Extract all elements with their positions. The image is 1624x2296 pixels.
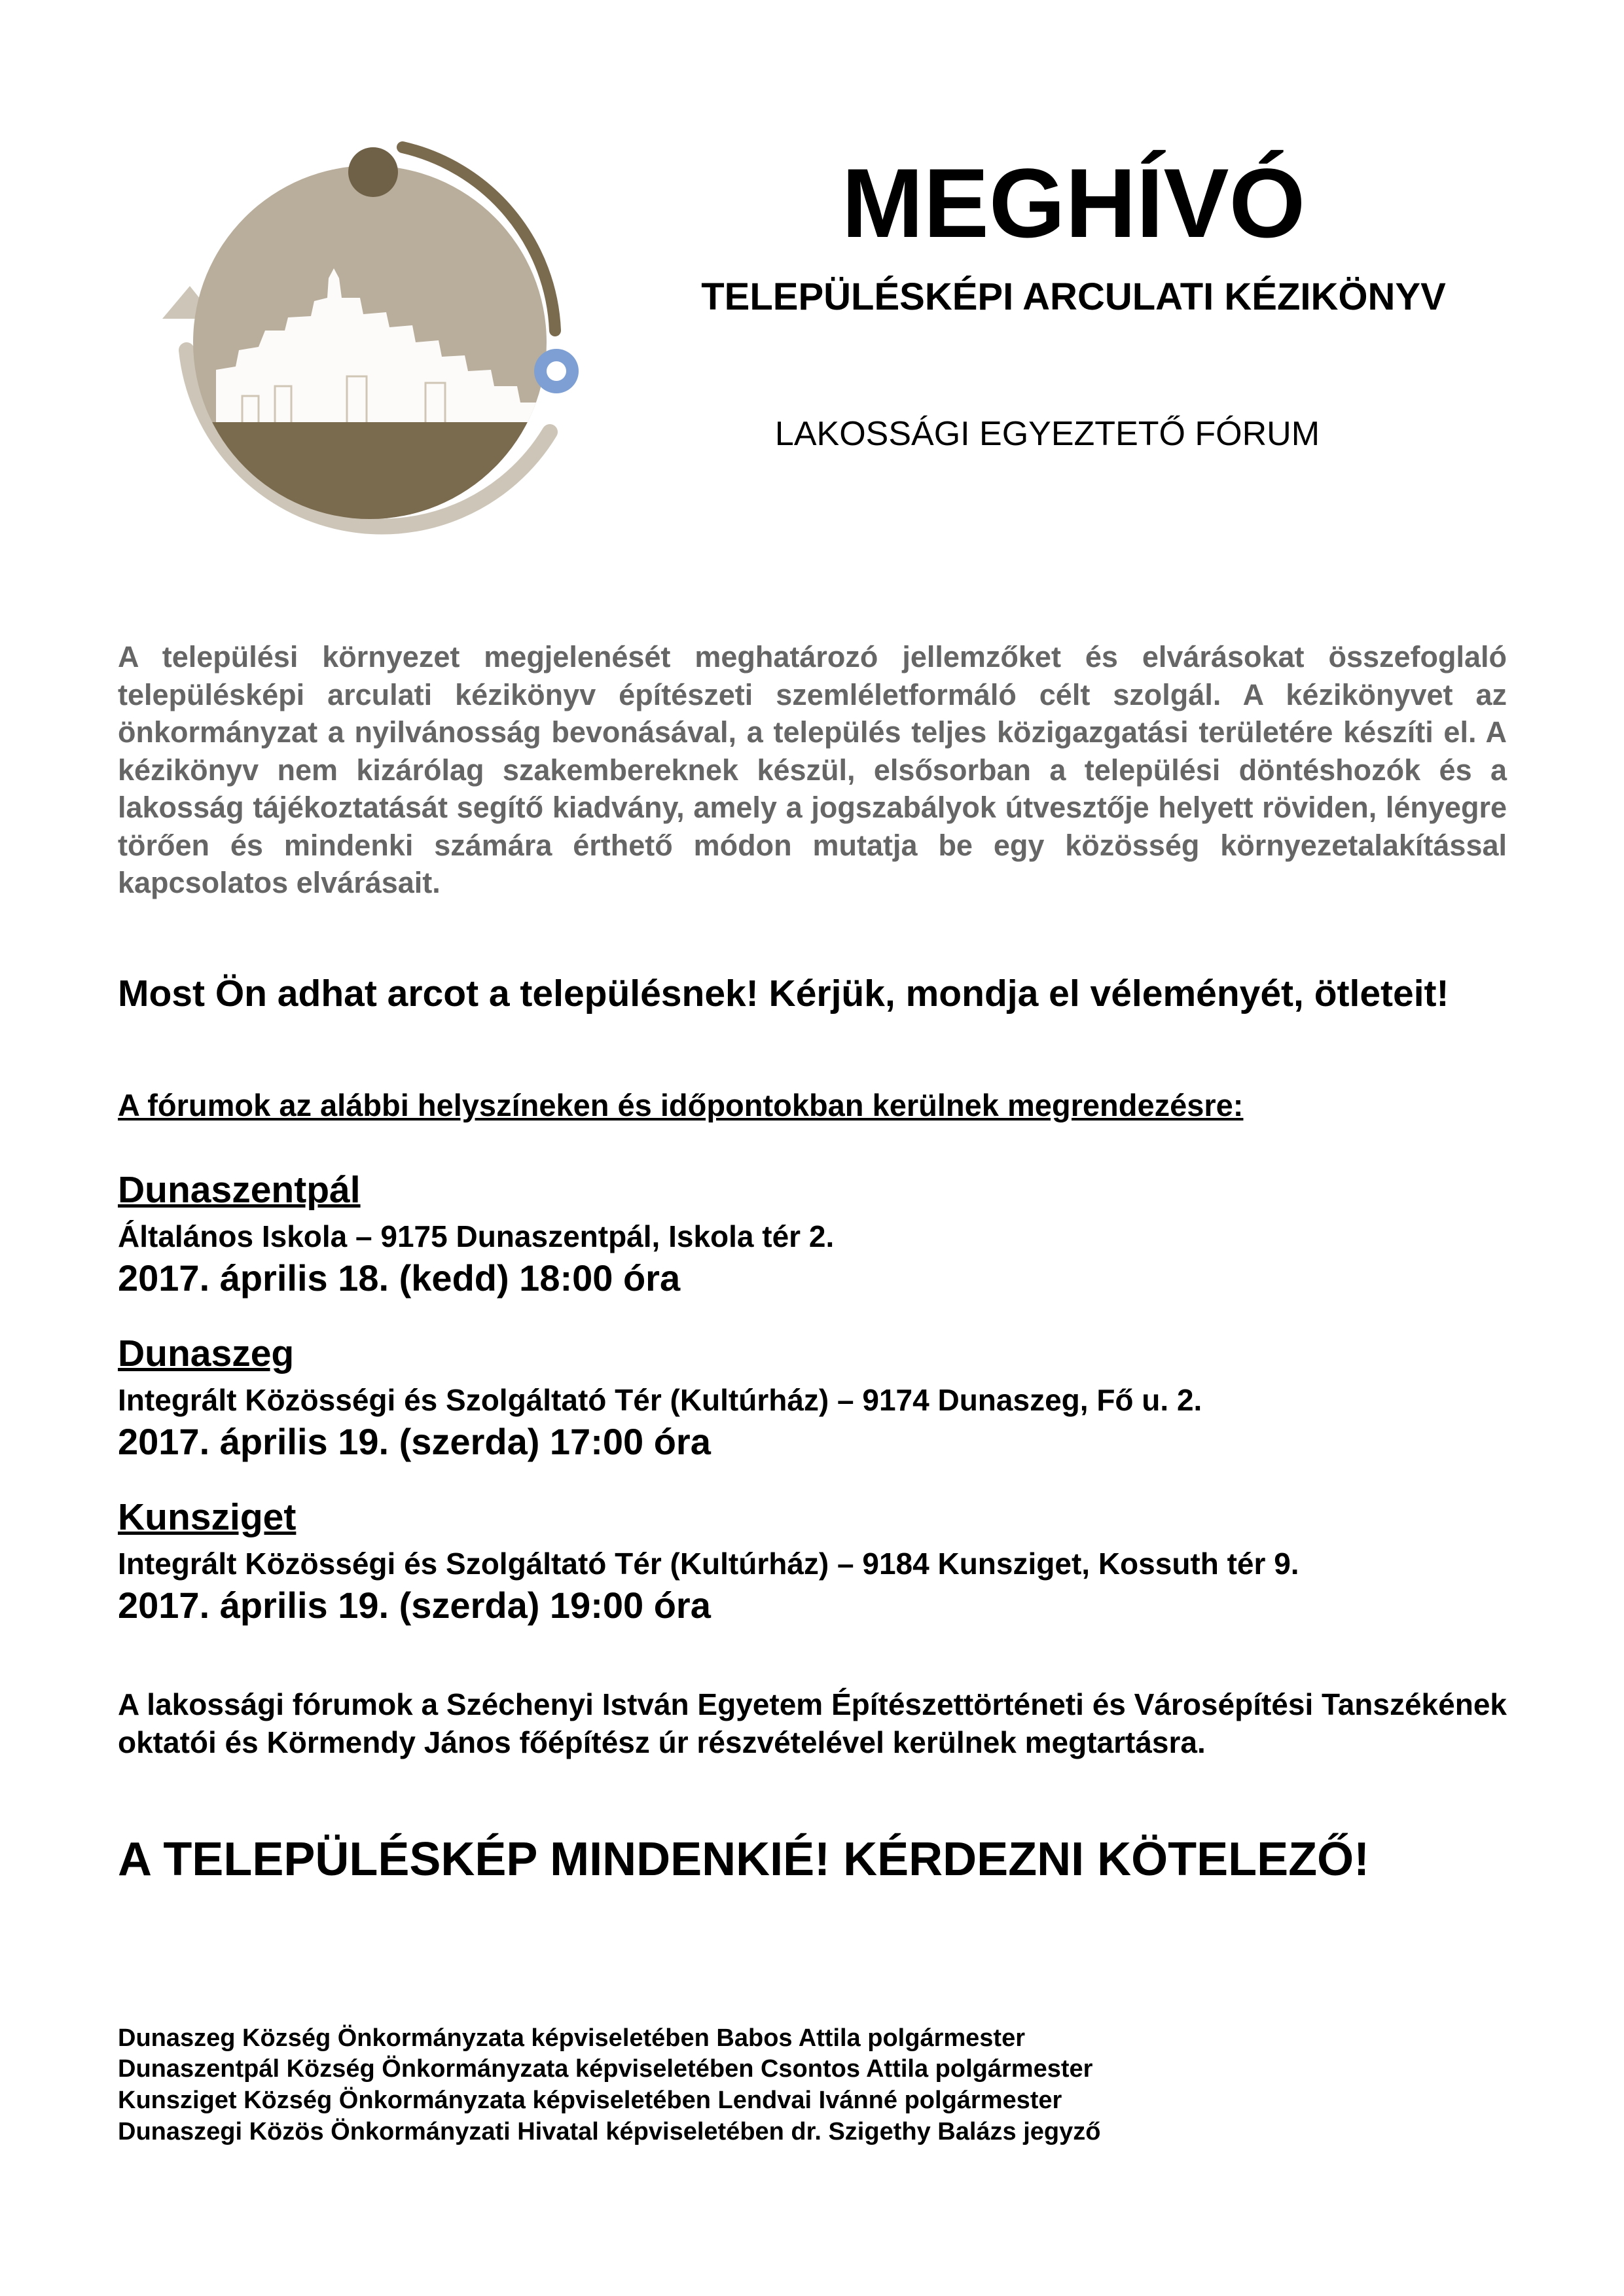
venue-datetime: 2017. április 19. (szerda) 17:00 óra — [118, 1421, 711, 1462]
venue-name: Kunsziget — [118, 1496, 297, 1538]
venue-address: Integrált Közösségi és Szolgáltató Tér (Kultúrház) – 9184 Kunsziget, Kossuth tér 9. — [118, 1547, 1299, 1581]
venue-name: Dunaszeg — [118, 1333, 295, 1374]
settlement-logo — [151, 134, 583, 547]
subtitle-block — [589, 278, 1558, 316]
intro-paragraph: A települési környezet megjelenését meghatározó jellemzőket és elvárásokat összefoglaló településképi arculati kézikönyv építészeti szemléletformáló célt szolgál. A kézikönyvet az önkormányzat a nyilvánosság bevonásával, a település teljes közigazgatási területére készíti el. A kézikönyv nem kizárólag szakembereknek készül, elsősorban a települési döntéshozók és a lakosság tájékoztatását segítő kiadvány, amely a jogszabályok útvesztője helyett röviden, lényegre törően és mindenki számára érthető módon mutatja be egy közösség környezetalakítással kapcsolatos elvárásait. — [118, 640, 1507, 899]
signatory: Dunaszentpál Község Önkormányzata képviseletében Csontos Attila polgármester — [118, 2055, 1093, 2083]
venue-address: Általános Iskola – 9175 Dunaszentpál, Iskola tér 2. — [118, 1219, 835, 1253]
page-subtitle: TELEPÜLÉSKÉPI ARCULATI KÉZIKÖNYV — [701, 276, 1446, 318]
venue-name: Dunaszentpál — [118, 1169, 361, 1211]
signatory: Dunaszegi Közös Önkormányzati Hivatal képviseletében dr. Szigethy Balázs jegyző — [118, 2118, 1101, 2145]
signatory: Kunsziget Község Önkormányzata képviseletében Lendvai Ivánné polgármester — [118, 2087, 1062, 2114]
page-title: MEGHÍVÓ — [841, 148, 1306, 258]
forum-label: LAKOSSÁGI EGYEZTETŐ FÓRUM — [774, 415, 1320, 453]
signatory: Dunaszeg Község Önkormányzata képviseletében Babos Attila polgármester — [118, 2024, 1025, 2052]
venue-datetime: 2017. április 18. (kedd) 18:00 óra — [118, 1257, 681, 1299]
organizers-note: A lakossági fórumok a Széchenyi István Egyetem Építészettörténeti és Városépítési Tanszékének oktatói és Körmendy János főépítész úr részvételével kerülnek megtartásra. — [118, 1687, 1507, 1759]
slogan: A TELEPÜLÉSKÉP MINDENKIÉ! KÉRDEZNI KÖTELEZŐ! — [118, 1833, 1370, 1886]
title-block — [746, 148, 1401, 258]
venue-address: Integrált Közösségi és Szolgáltató Tér (Kultúrház) – 9174 Dunaszeg, Fő u. 2. — [118, 1383, 1202, 1417]
venue-datetime: 2017. április 19. (szerda) 19:00 óra — [118, 1585, 711, 1626]
call-to-action: Most Ön adhat arcot a településnek! Kérjük, mondja el véleményét, ötleteit! — [118, 973, 1449, 1014]
forum-block — [655, 417, 1440, 451]
forums-heading: A fórumok az alábbi helyszíneken és időpontokban kerülnek megrendezésre: — [118, 1088, 1244, 1122]
